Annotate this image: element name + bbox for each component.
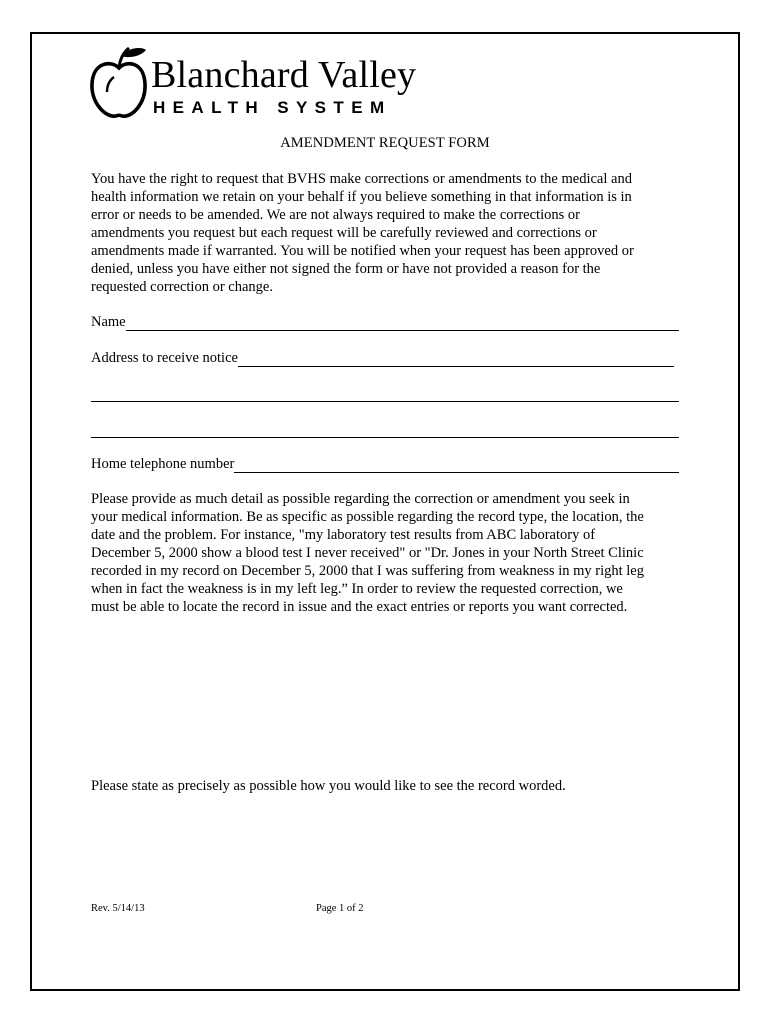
- intro-paragraph: [91, 170, 691, 296]
- revision-date: Rev. 5/14/13: [91, 903, 145, 914]
- intro-line: denied, unless you have either not signed the form or have not provided a reason for the: [91, 261, 601, 277]
- address-label: Address to receive notice: [91, 350, 238, 366]
- logo-subtitle: HEALTH SYSTEM: [153, 98, 392, 117]
- phone-label: Home telephone number: [91, 456, 235, 472]
- detail-line: your medical information. Be as specific as possible regarding the record type, the location, the: [91, 509, 644, 525]
- apple-logo-icon: [89, 44, 149, 122]
- intro-line: amendments made if warranted. You will be notified when your request has been approved or: [91, 243, 634, 259]
- address-line-3[interactable]: [91, 420, 679, 438]
- wording-prompt: [91, 777, 691, 795]
- name-field[interactable]: [91, 313, 679, 331]
- phone-field[interactable]: [91, 455, 679, 473]
- page-number: Page 1 of 2: [316, 903, 364, 914]
- form-title: AMENDMENT REQUEST FORM: [280, 135, 490, 151]
- detail-line: when in fact the weakness is in my left leg.” In order to review the requested correction, we: [91, 581, 623, 597]
- detail-line: must be able to locate the record in issue and the exact entries or reports you want corrected.: [91, 599, 628, 615]
- intro-line: You have the right to request that BVHS make corrections or amendments to the medical and: [91, 171, 632, 187]
- intro-line: requested correction or change.: [91, 279, 273, 295]
- phone-input-line[interactable]: [234, 458, 679, 473]
- wording-prompt-text: Please state as precisely as possible how you would like to see the record worded.: [91, 778, 566, 794]
- logo-wordmark: Blanchard Valley: [151, 54, 417, 96]
- address-line-2[interactable]: [91, 384, 679, 402]
- intro-line: health information we retain on your behalf if you believe something in that information is in: [91, 189, 632, 205]
- name-input-line[interactable]: [126, 316, 679, 331]
- organization-logo: [89, 44, 429, 122]
- detail-line: recorded in my record on December 5, 2000 that I was suffering from weakness in my right leg: [91, 563, 644, 579]
- address-input-line-2[interactable]: [91, 387, 679, 402]
- detail-line: date and the problem. For instance, "my laboratory test results from ABC laboratory of: [91, 527, 596, 543]
- address-input-line[interactable]: [238, 352, 674, 367]
- detail-line: Please provide as much detail as possible regarding the correction or amendment you seek in: [91, 491, 630, 507]
- address-input-line-3[interactable]: [91, 423, 679, 438]
- detail-paragraph: [91, 490, 691, 616]
- intro-line: error or needs to be amended. We are not always required to make the corrections or: [91, 207, 580, 223]
- intro-line: amendments you request but each request will be carefully reviewed and corrections or: [91, 225, 597, 241]
- detail-line: December 5, 2000 show a blood test I never received" or "Dr. Jones in your North Street Clinic: [91, 545, 644, 561]
- address-field[interactable]: [91, 349, 674, 367]
- name-label: Name: [91, 314, 126, 330]
